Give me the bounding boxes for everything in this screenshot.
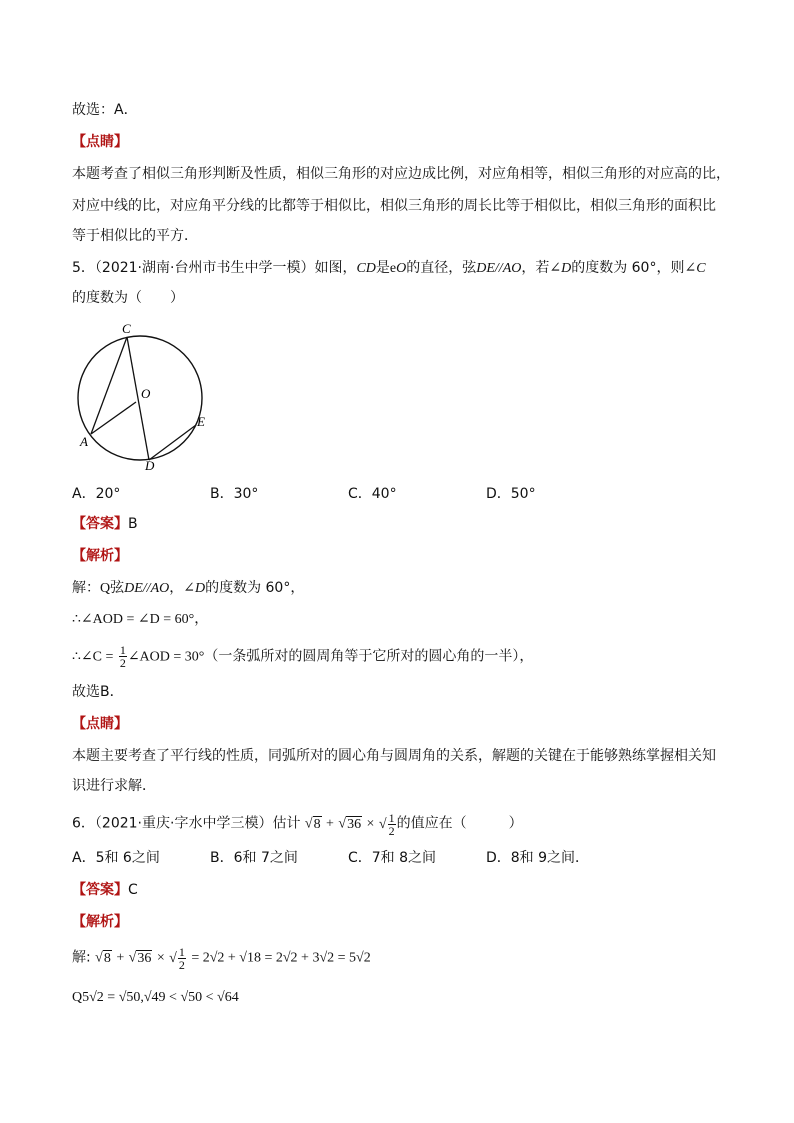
stem-text: 的度数为 60°，则 [571, 260, 685, 276]
answer-choice-line: 故选：A． [72, 102, 138, 118]
comment-text-line: 识进行求解． [72, 778, 156, 794]
sqrt-8: √8 [95, 950, 111, 966]
circle-o [78, 336, 202, 460]
solution-line-2: ∴∠AOD = ∠D = 60°， [72, 612, 209, 627]
question-number: 6． [72, 815, 95, 832]
math-angle-d: ∠D [183, 581, 206, 596]
question-5-stem [72, 258, 706, 279]
sqrt-8: √8 [304, 816, 321, 832]
math-angle-d: ∠D [549, 261, 572, 276]
option-c: C．7和 8之间 [348, 850, 437, 866]
sqrt-36: √36 [338, 816, 362, 832]
comment-heading: 【点睛】 [72, 716, 128, 732]
label-d: D [145, 458, 155, 473]
question-5-stem-line2: 的度数为（ ） [72, 290, 184, 306]
solution-text: 弦 [110, 580, 125, 596]
solution-text: ， [169, 580, 184, 596]
math-expression: = 2√2 + √18 = 2√2 + 3√2 = 5√2 [191, 950, 371, 966]
fraction-one-half [388, 812, 396, 837]
fraction-numerator: 1 [178, 945, 185, 959]
solution-text: 解： [72, 580, 100, 596]
answer-value: B [128, 516, 138, 532]
comment-text-line: 等于相似比的平方． [72, 228, 198, 244]
stem-text: ，若 [521, 260, 550, 276]
plus-sign: + [326, 816, 334, 832]
plus-sign: + [116, 950, 125, 966]
math-expression: ∠AOD = 30° [127, 649, 205, 665]
sqrt-36: √36 [128, 950, 152, 966]
fraction-denominator: 2 [178, 958, 185, 972]
comment-text-line: 对应中线的比，对应角平分线的比都等于相似比，相似三角形的周长比等于相似比，相似三角形的面积比 [72, 198, 716, 214]
answer-heading: 【答案】 [72, 516, 128, 532]
solution-line-2: Q5√2 = √50,√49 < √50 < √64 [72, 990, 239, 1005]
segment-de [149, 425, 196, 460]
because-symbol: Q [100, 581, 111, 596]
fraction-one-half [178, 946, 186, 971]
option-b: B．30° [210, 486, 259, 502]
question-source: （2021·重庆·字水中学三模） [94, 815, 273, 832]
stem-text: 估计 [272, 815, 301, 832]
question-6-stem [72, 812, 523, 837]
stem-text: 如图， [314, 260, 357, 276]
comment-heading: 【点睛】 [72, 134, 128, 150]
sqrt-one-half: √ $\frac{1}{2}$ [169, 945, 185, 972]
fraction-numerator: 1 [119, 643, 126, 657]
question-number: 5． [72, 260, 95, 276]
answer-value: C [128, 882, 138, 898]
solution-line-1 [72, 578, 304, 599]
math-de-parallel-ao: DE//AO [476, 261, 522, 276]
solution-line-3 [72, 644, 533, 669]
times-sign: × [366, 816, 375, 832]
option-a: A．20° [72, 486, 121, 502]
solution-line-1 [72, 946, 371, 971]
option-d: D．50° [486, 486, 536, 502]
segment-ca [91, 337, 127, 434]
sqrt-one-half: √ $\frac{1}{2}$ [378, 811, 395, 838]
stem-text: 的直径，弦 [406, 260, 477, 276]
option-d: D．8和 9之间． [486, 850, 590, 866]
answer-line [72, 880, 138, 900]
fraction-denominator: 2 [119, 656, 126, 670]
stem-text: 的值应在（ ） [396, 815, 523, 832]
comment-text-line: 本题考查了相似三角形判断及性质，相似三角形的对应边成比例，对应角相等，相似三角形的对应高的比， [72, 166, 730, 182]
fraction-denominator: 2 [388, 824, 395, 838]
comment-text-line: 本题主要考查了平行线的性质，同弧所对的圆心角与圆周角的关系，解题的关键在于能够熟练掌握相关知 [72, 748, 716, 764]
radicand: 8 [103, 950, 111, 966]
radicand: 36 [347, 816, 362, 832]
fraction-one-half [119, 644, 127, 669]
math-o: O [396, 261, 407, 276]
solution-text: （一条弧所对的圆周角等于它所对的圆心角的一半）， [204, 648, 534, 665]
label-o: O [141, 386, 151, 401]
circle-symbol: e [389, 261, 397, 276]
segment-ao [91, 402, 136, 434]
radicand: 36 [137, 950, 152, 966]
times-sign: × [156, 950, 165, 966]
answer-line [72, 514, 138, 534]
solution-line-4: 故选B． [72, 684, 124, 700]
math-angle-c: ∠C [684, 261, 706, 276]
label-c: C [122, 321, 131, 336]
math-cd: CD [356, 261, 376, 276]
question-source: （2021·湖南·台州市书生中学一模） [94, 260, 315, 276]
stem-text: 是 [375, 260, 390, 276]
radicand: 8 [313, 816, 321, 832]
fraction-numerator: 1 [388, 811, 395, 825]
option-a: A．5和 6之间 [72, 850, 160, 866]
label-a: A [80, 434, 88, 449]
label-e: E [197, 414, 205, 429]
option-c: C．40° [348, 486, 397, 502]
math-de-parallel-ao: DE//AO [124, 581, 170, 596]
option-b: B．6和 7之间 [210, 850, 298, 866]
solution-text: 解: [72, 949, 91, 966]
circle-figure [72, 318, 232, 478]
answer-heading: 【答案】 [72, 882, 128, 898]
analysis-heading: 【解析】 [72, 914, 128, 930]
math-expression: ∴∠C = [72, 649, 114, 665]
analysis-heading: 【解析】 [72, 548, 128, 564]
solution-text: 的度数为 60°， [205, 580, 305, 596]
